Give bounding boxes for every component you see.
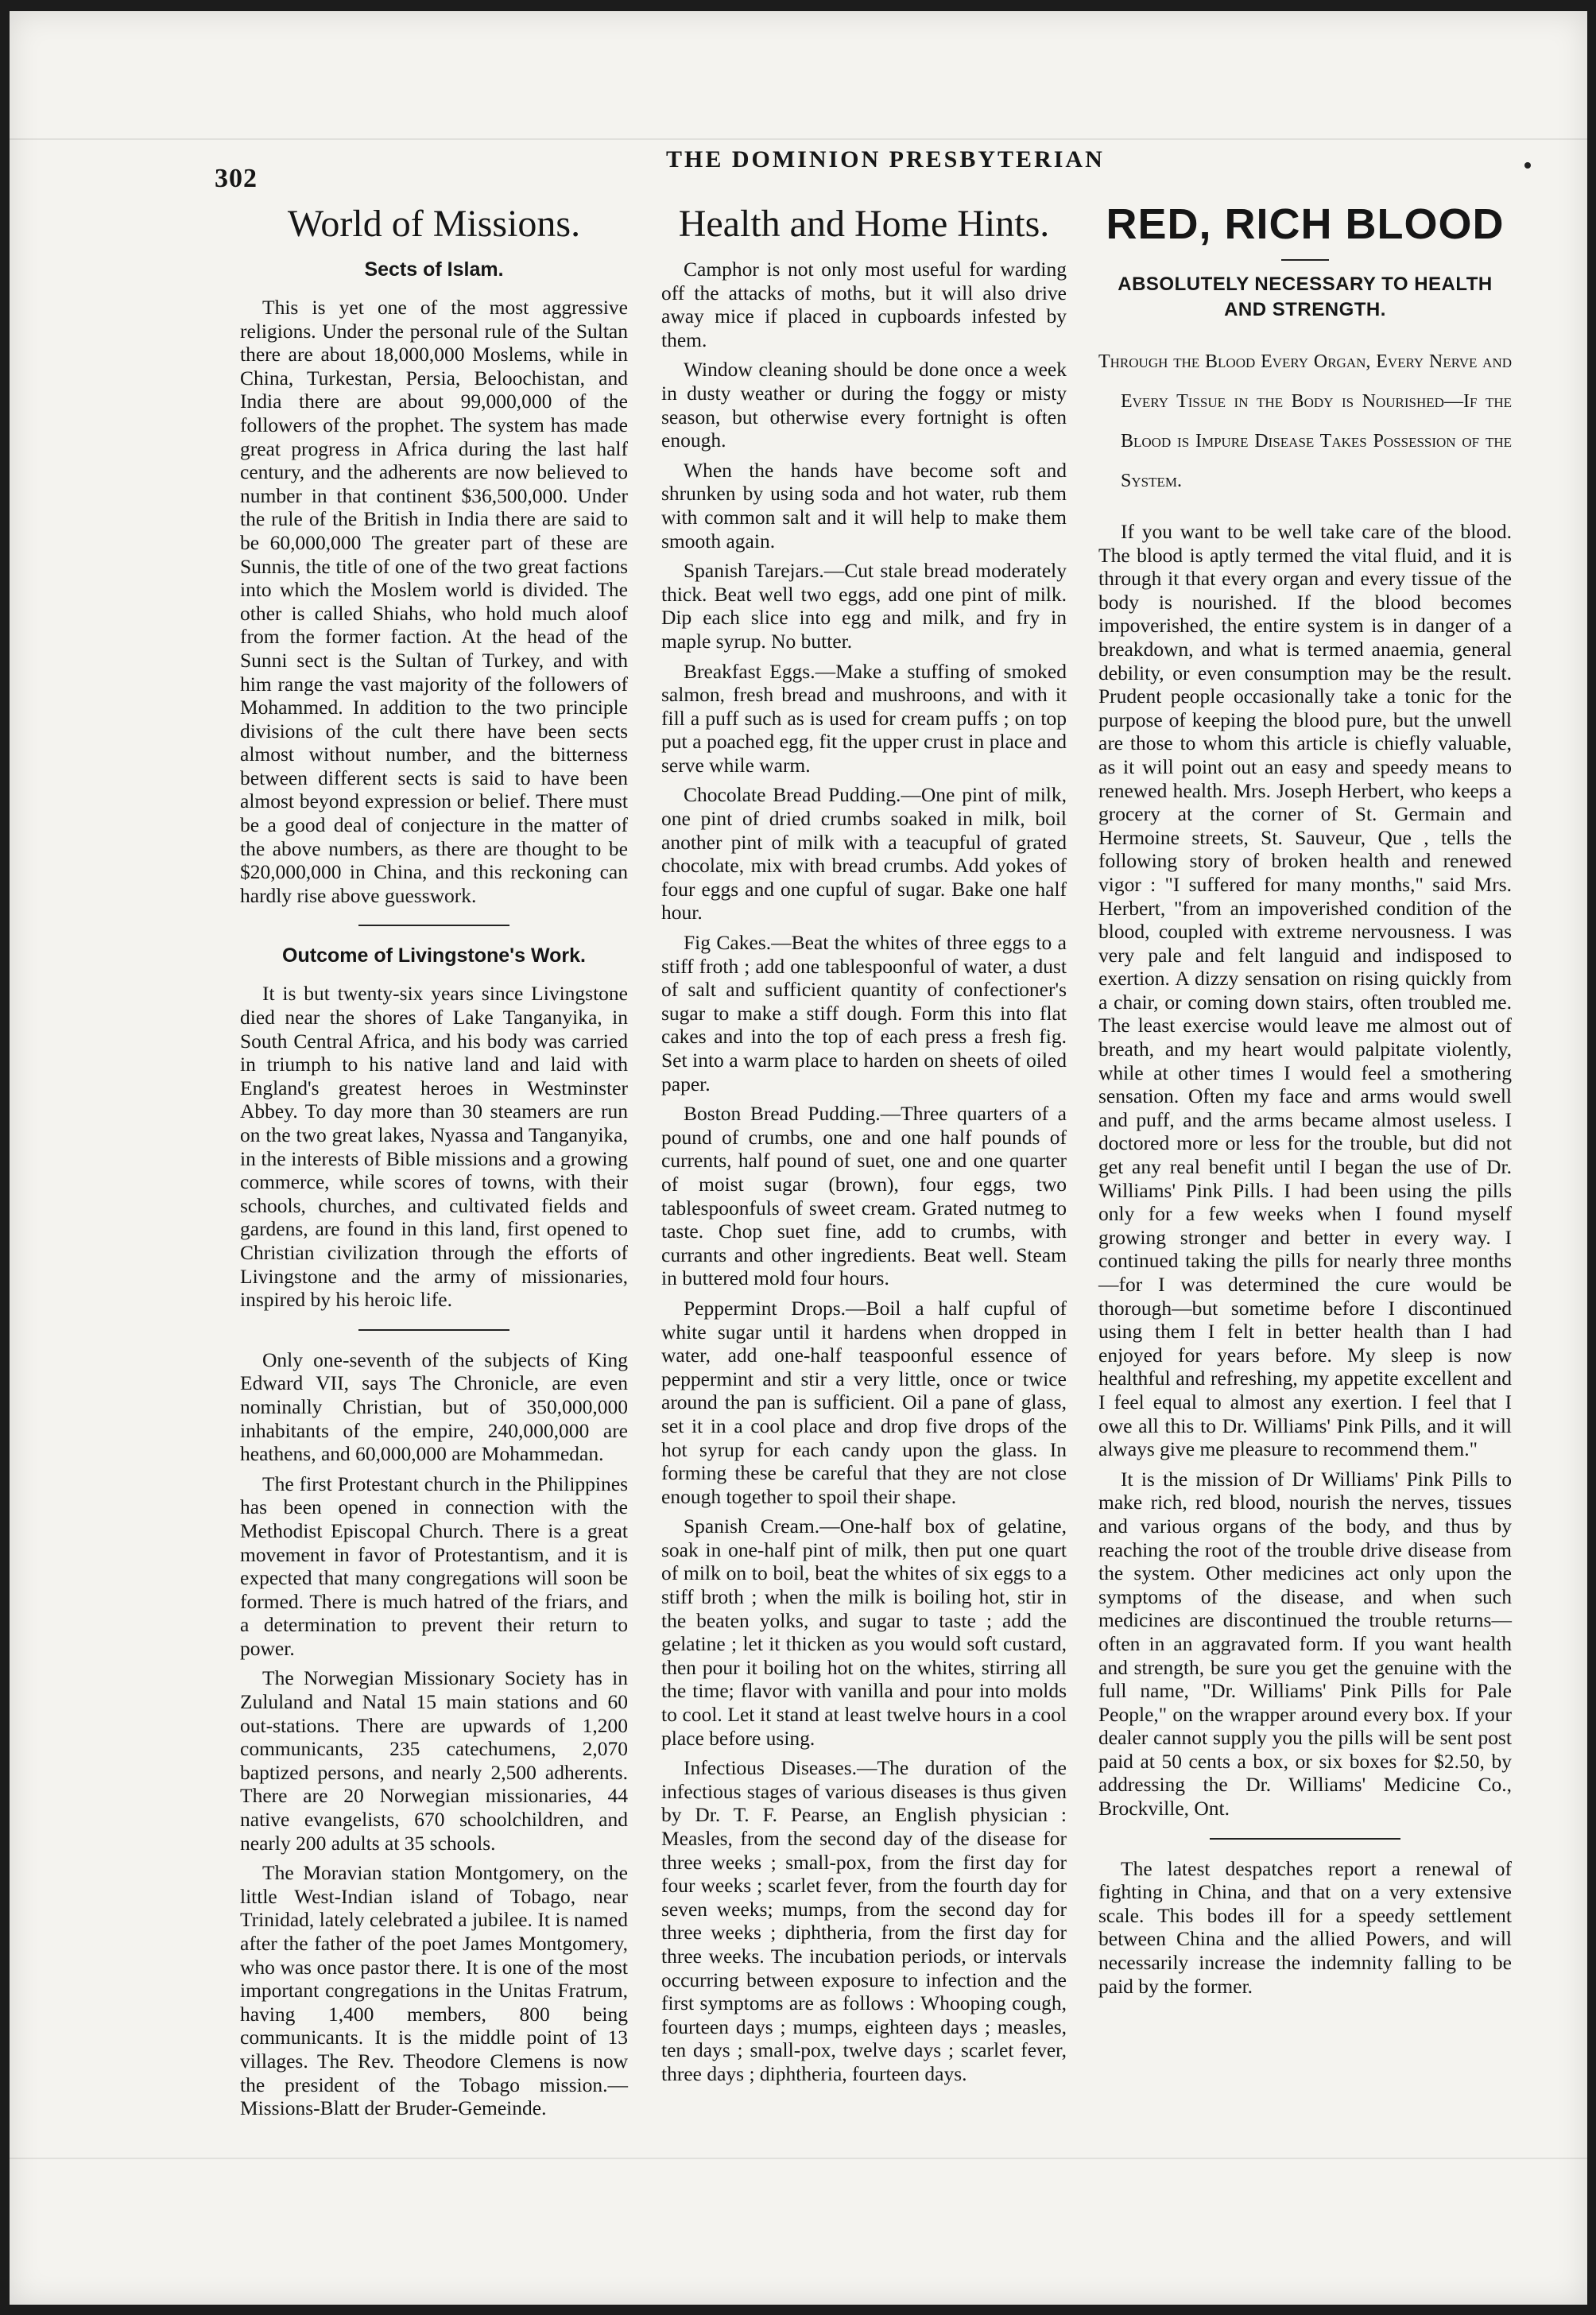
hint-paragraph: Infectious Diseases.—The duration of the infectious stages of various diseases is thus given by Dr. T. F. Pearse, an English physician : Measles, from the second day of the disease for three weeks ; small-pox, from the first day for four weeks ; scarlet fever, from the fourth day for seven weeks; mumps, from the second day for three weeks ; diphtheria, from the first day for three weeks. The incubation periods, or intervals occurring between exposure to infection and the first symptoms are as follows : Whooping cough, fourteen days ; mumps, eighteen days ; measles, ten days ; small-pox, twelve days ; scarlet fever, three days ; diphtheria, fourteen days. xyxy=(661,1756,1067,2085)
paragraph-moravian: The Moravian station Montgomery, on the little West-Indian island of Tobago, near Trinidad, lately celebrated a jubilee. It is named after the father of the poet James Montgomery, who was once pastor there. It is one of the most important congregations in the Unitas Fratrum, having 1,400 members, 800 being communicants. It is the middle point of 13 villages. The Rev. Theodore Clemens is now the president of the Tobago mission.—Missions-Blatt der Bruder-Gemeinde. xyxy=(240,1861,628,2120)
article-sects-of-islam: This is yet one of the most aggressive religions. Under the personal rule of the Sultan there are about 18,000,000 Moslems, while in China, Turkestan, Persia, Beloochistan, and India there are about 99,000,000 of the followers of the prophet. The system has made great progress in Africa during the last half century, and the adherents are now believed to number in that continent $36,500,000. Under the rule of the British in India there are said to be 60,000,000 The greater part of these are Sunnis, the title of one of the two great factions into which the Moslem world is divided. The other is called Shiahs, who hold much aloof from the former faction. At the head of the Sunni sect is the Sultan of Turkey, and with him range the vast majority of the followers of Mohammed. In addition to the two principle divisions of the cult there have been sects almost without number, and the bitterness between different sects is said to have been almost beyond expression or belief. There must be a good deal of conjecture in the matter of the above numbers, as there are thought to be $20,000,000 in China, and this reckoning can hardly rise above guesswork. xyxy=(240,296,628,907)
column-health-home-hints xyxy=(661,200,1067,2092)
hint-paragraph: Spanish Cream.—One-half box of gelatine, soak in one-half pint of milk, then put one quart of milk on to boil, beat the whites of six eggs to a stiff broth ; when the milk is boiling hot, stir in the beaten yolks, and sugar to taste ; add the gelatine ; let it thicken as you would soft custard, then pour it boiling hot on the whites, stirring all the time; flavor with vanilla and pour into molds to cool. Let it stand at least twelve hours in a cool place before using. xyxy=(661,1514,1067,1750)
newspaper-page xyxy=(10,11,1587,2305)
advert-headline: RED, RICH BLOOD xyxy=(1106,200,1505,248)
page-number: 302 xyxy=(215,164,258,193)
short-rule xyxy=(1281,259,1329,261)
heading-livingstone: Outcome of Livingstone's Work. xyxy=(282,944,586,967)
running-head: THE DOMINION PRESBYTERIAN xyxy=(666,146,1105,173)
hint-paragraph: Camphor is not only most useful for warding off the attacks of moths, but it will also drive away mice if placed in cupboards infested by them. xyxy=(661,258,1067,351)
hint-paragraph: Chocolate Bread Pudding.—One pint of milk, one pint of dried crumbs soaked in milk, boil another pint of milk with a teacupful of grated chocolate, mix with bread crumbs. Add yokes of four eggs and one cupful of sugar. Bake one half hour. xyxy=(661,783,1067,925)
divider-rule xyxy=(358,925,509,926)
paragraph-philippines: The first Protestant church in the Philippines has been opened in connection with the Methodist Episcopal Church. There is a great movement in favor of Protestantism, and it is expected that many congregations will soon be formed. There is much hatred of the friars, and a determination to prevent their return to power. xyxy=(240,1472,628,1660)
hint-paragraph: When the hands have become soft and shrunken by using soda and hot water, rub them with common salt and it will help to make them smooth again. xyxy=(661,458,1067,553)
advert-body-2: It is the mission of Dr Williams' Pink Pills to make rich, red blood, nourish the nerves, tissues and various organs of the body, and thus by reaching the root of the trouble drive disease from the system. Other medicines act only upon the symptoms of the disease, and when such medicines are discontinued the trouble returns—often in an aggravated form. If you want health and strength, be sure you get the genuine with the full name, "Dr. Williams' Pink Pills for Pale People," on the wrapper around every box. If your dealer cannot supply you the pills will be sent post paid at 50 cents a box, or six boxes for $2.50, by addressing the Dr. Williams' Medicine Co., Brockville, Ont. xyxy=(1098,1467,1512,1821)
heading-sects-of-islam: Sects of Islam. xyxy=(364,258,504,281)
hint-paragraph: Window cleaning should be done once a week in dusty weather or during the foggy or misty season, but otherwise every fortnight is often enough. xyxy=(661,358,1067,452)
paragraph-norwegian: The Norwegian Missionary Society has in Zululand and Natal 15 main stations and 60 out-stations. There are upwards of 1,200 communicants, 235 catechumens, 2,070 baptized persons, and nearly 2,500 adherents. There are 20 Norwegian missionaries, 44 native evangelists, 670 schoolchildren, and nearly 200 adults at 35 schools. xyxy=(240,1666,628,1855)
article-livingstone: It is but twenty-six years since Livingstone died near the shores of Lake Tanganyika, in South Central Africa, and his body was carried in triumph to his native land and laid with England's greatest heroes in Westminster Abbey. To day more than 30 steamers are run on the two great lakes, Nyassa and Tanganyika, in the interests of Bible missions and a growing commerce, while scores of towns, with their schools, churches, and cultivated fields and gardens, are found in this land, first opened to Christian civilization through the efforts of Livingstone and the army of missionaries, inspired by his heroic life. xyxy=(240,982,628,1312)
print-dot xyxy=(1524,162,1531,169)
advert-body-1: If you want to be well take care of the blood. The blood is aptly termed the vital fluid, and it is through it that every organ and every tissue of the body is nourished. If the blood becomes impoverished, the entire system is in danger of a breakdown, and what is termed anaemia, general debility, or even consumption may be the result. Prudent people occasionally take a tonic for the purpose of keeping the blood pure, but the unwell are those to whom this article is chiefly valuable, as it will point out an easy and speedy means to renewed health. Mrs. Joseph Herbert, who keeps a grocery at the corner of St. Germain and Hermoine streets, St. Sauveur, Que , tells the following story of broken health and renewed vigor : "I suffered for many months," said Mrs. Herbert, "from an impoverished condition of the blood, coupled with extreme nervousness. I was very pale and felt languid and indisposed to exertion. A dizzy sensation on rising quickly from a chair, or coming down stairs, often troubled me. The least exercise would leave me almost out of breath, and my heart would palpitate violently, while at other times I would feel a smothering sensation. Often my face and arms would swell and puff, and the arms became almost useless. I doctored more or less for the trouble, but did not get any real benefit until I began the use of Dr. Williams' Pink Pills. I had been using the pills only for a few weeks when I found myself growing stronger and better in every way. I continued taking the pills for nearly three months—for I was determined the cure would be thorough—but sometime before I discontinued using them I felt in better health than I had enjoyed for years before. My sleep is now healthful and refreshing, my appetite excellent and I feel equal to almost any exertion. I feel that I owe all this to Dr. Williams' Pink Pills, and it will always give me pleasure to recommend them." xyxy=(1098,520,1512,1461)
hint-paragraph: Boston Bread Pudding.—Three quarters of a pound of crumbs, one and one half pounds of currents, half pound of suet, one and one quarter of moist sugar (brown), four eggs, two tablespoonfuls of sweet cream. Grated nutmeg to taste. Chop suet fine, add to crumbs, with currants and other ingredients. Beat well. Steam in buttered mold four hours. xyxy=(661,1102,1067,1290)
section-title-health: Health and Home Hints. xyxy=(678,203,1050,245)
section-title-missions: World of Missions. xyxy=(287,203,581,245)
advert-deck: Through the Blood Every Organ, Every Nerve and Every Tissue in the Body is Nourished—If the Blood is Impure Disease Takes Possession of the System. xyxy=(1098,351,1512,491)
divider-rule xyxy=(358,1329,509,1331)
hint-paragraph: Peppermint Drops.—Boil a half cupful of white sugar until it hardens when dropped in water, add one-half teaspoonful essence of peppermint and stir a very little, once or twice around the pan is sufficient. Oil a pane of glass, set it in a cool place and drop five drops of the hot syrup for each candy upon the glass. In forming these be careful that they are not close enough together to spoil their shape. xyxy=(661,1296,1067,1508)
hint-paragraph: Fig Cakes.—Beat the whites of three eggs to a stiff froth ; add one tablespoonful of water, a dust of salt and sufficient quantity of confectioner's sugar to make a stiff dough. Form this into flat cakes and into the top of each press a fresh fig. Set into a warm place to harden on sheets of oiled paper. xyxy=(661,931,1067,1095)
column-world-of-missions xyxy=(240,200,628,2127)
scan-artifact xyxy=(10,138,1587,140)
column-red-rich-blood xyxy=(1098,200,1512,2004)
hint-paragraph: Breakfast Eggs.—Make a stuffing of smoked salmon, fresh bread and mushroons, and with it fill a puff such as is used for cream puffs ; on top put a poached egg, fit the upper crust in place and serve while warm. xyxy=(661,659,1067,777)
advert-subtitle: ABSOLUTELY NECESSARY TO HEALTH AND STRENGTH. xyxy=(1118,273,1493,320)
paragraph-edward: Only one-seventh of the subjects of King Edward VII, says The Chronicle, are even nominally Christian, but of 350,000,000 inhabitants of the empire, 240,000,000 are heathens, and 60,000,000 are Mohammedan. xyxy=(240,1348,628,1466)
divider-rule xyxy=(1210,1838,1400,1840)
paragraph-china: The latest despatches report a renewal of fighting in China, and that on a very extensive scale. This bodes ill for a speedy settlement between China and the allied Powers, and will necessarily increase the indemnity falling to be paid by the former. xyxy=(1098,1856,1512,1998)
hint-paragraph: Spanish Tarejars.—Cut stale bread moderately thick. Beat well two eggs, add one pint of milk. Dip each slice into egg and milk, and fry in maple syrup. No butter. xyxy=(661,559,1067,653)
scan-artifact xyxy=(10,2158,1587,2159)
